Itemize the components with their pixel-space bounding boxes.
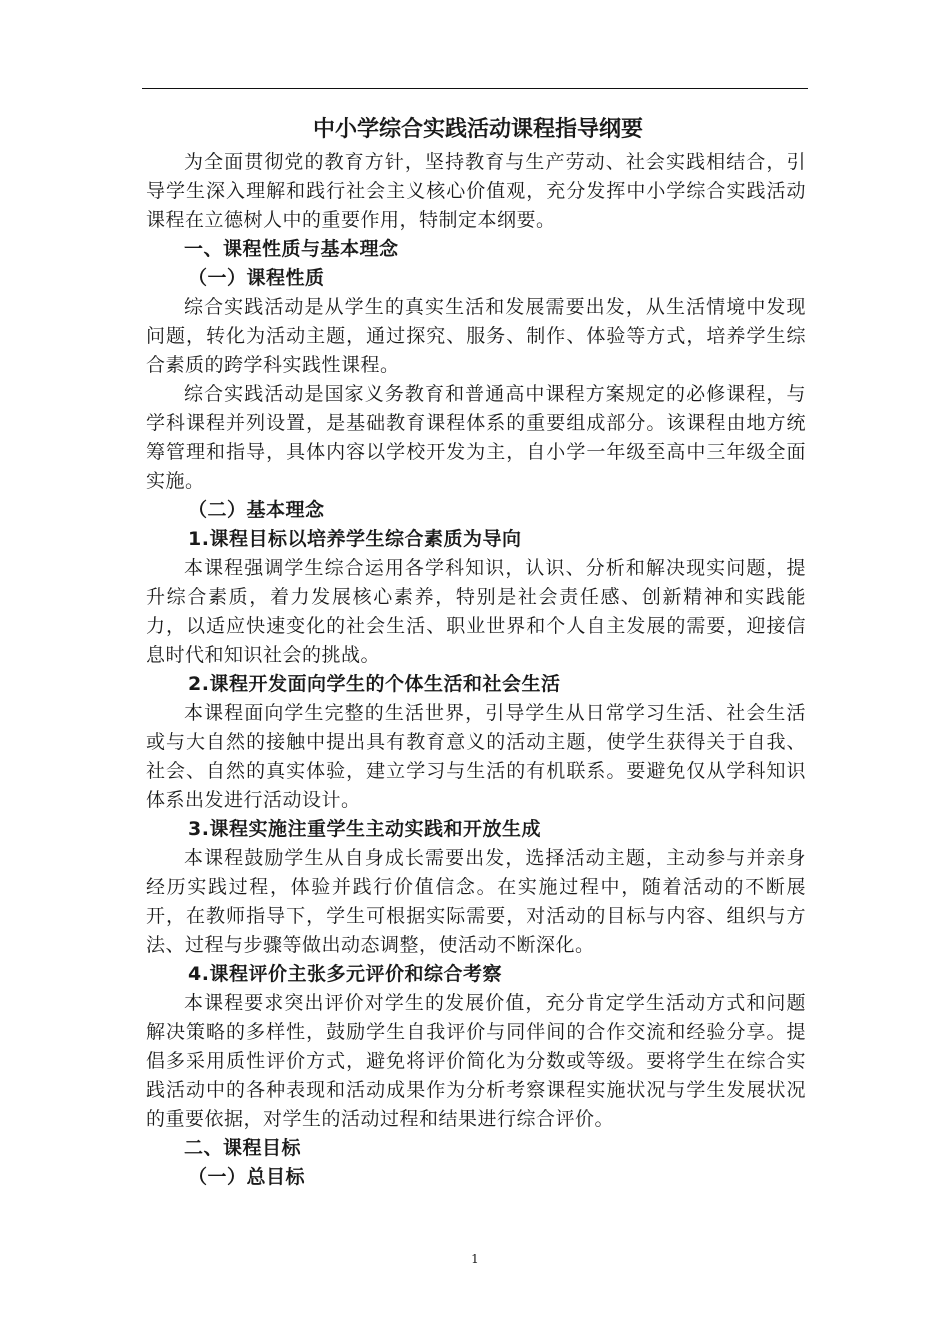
subsection-heading-overall-goal: （一）总目标 (188, 1166, 306, 1188)
concept-paragraph-3: 本课程鼓励学生从自身成长需要出发，选择活动主题，主动参与并亲身经历实践过程，体验并践行价值信念。在实施过程中，随着活动的不断展开，在教师指导下，学生可根据实际需要，对活动的目标与内容、组织与方法、过程与步骤等做出动态调整，使活动不断深化。 (146, 847, 806, 956)
subsection-heading-nature: （一）课程性质 (188, 267, 325, 289)
concept-paragraph-2: 本课程面向学生完整的生活世界，引导学生从日常学习生活、社会生活或与大自然的接触中提出具有教育意义的活动主题，使学生获得关于自我、社会、自然的真实体验，建立学习与生活的有机联系。要避免仅从学科知识体系出发进行活动设计。 (146, 702, 806, 811)
subsection-heading-concepts: （二）基本理念 (188, 499, 325, 521)
concept-paragraph-1: 本课程强调学生综合运用各学科知识，认识、分析和解决现实问题，提升综合素质，着力发展核心素养，特别是社会责任感、创新精神和实践能力，以适应快速变化的社会生活、职业世界和个人自主发展的需要，迎接信息时代和知识社会的挑战。 (146, 557, 806, 666)
section-heading-1: 一、课程性质与基本理念 (184, 238, 399, 260)
section-heading-2: 二、课程目标 (184, 1137, 302, 1159)
concept-heading-2: 2.课程开发面向学生的个体生活和社会生活 (188, 673, 561, 695)
header-rule (142, 88, 808, 89)
page-number: 1 (471, 1252, 479, 1266)
intro-paragraph: 为全面贯彻党的教育方针，坚持教育与生产劳动、社会实践相结合，引导学生深入理解和践行社会主义核心价值观，充分发挥中小学综合实践活动课程在立德树人中的重要作用，特制定本纲要。 (146, 151, 806, 231)
paragraph-nature-1: 综合实践活动是从学生的真实生活和发展需要出发，从生活情境中发现问题，转化为活动主题，通过探究、服务、制作、体验等方式，培养学生综合素质的跨学科实践性课程。 (146, 296, 806, 376)
paragraph-nature-2: 综合实践活动是国家义务教育和普通高中课程方案规定的必修课程，与学科课程并列设置，是基础教育课程体系的重要组成部分。该课程由地方统筹管理和指导，具体内容以学校开发为主，自小学一年级至高中三年级全面实施。 (146, 383, 806, 492)
concept-heading-4: 4.课程评价主张多元评价和综合考察 (188, 963, 502, 985)
document-title: 中小学综合实践活动课程指导纲要 (312, 117, 643, 142)
concept-heading-1: 1.课程目标以培养学生综合素质为导向 (188, 528, 522, 550)
concept-heading-3: 3.课程实施注重学生主动实践和开放生成 (188, 818, 541, 840)
document-body (146, 112, 806, 1192)
concept-paragraph-4: 本课程要求突出评价对学生的发展价值，充分肯定学生活动方式和问题解决策略的多样性，鼓励学生自我评价与同伴间的合作交流和经验分享。提倡多采用质性评价方式，避免将评价简化为分数或等级。要将学生在综合实践活动中的各种表现和活动成果作为分析考察课程实施状况与学生发展状况的重要依据，对学生的活动过程和结果进行综合评价。 (146, 992, 806, 1130)
